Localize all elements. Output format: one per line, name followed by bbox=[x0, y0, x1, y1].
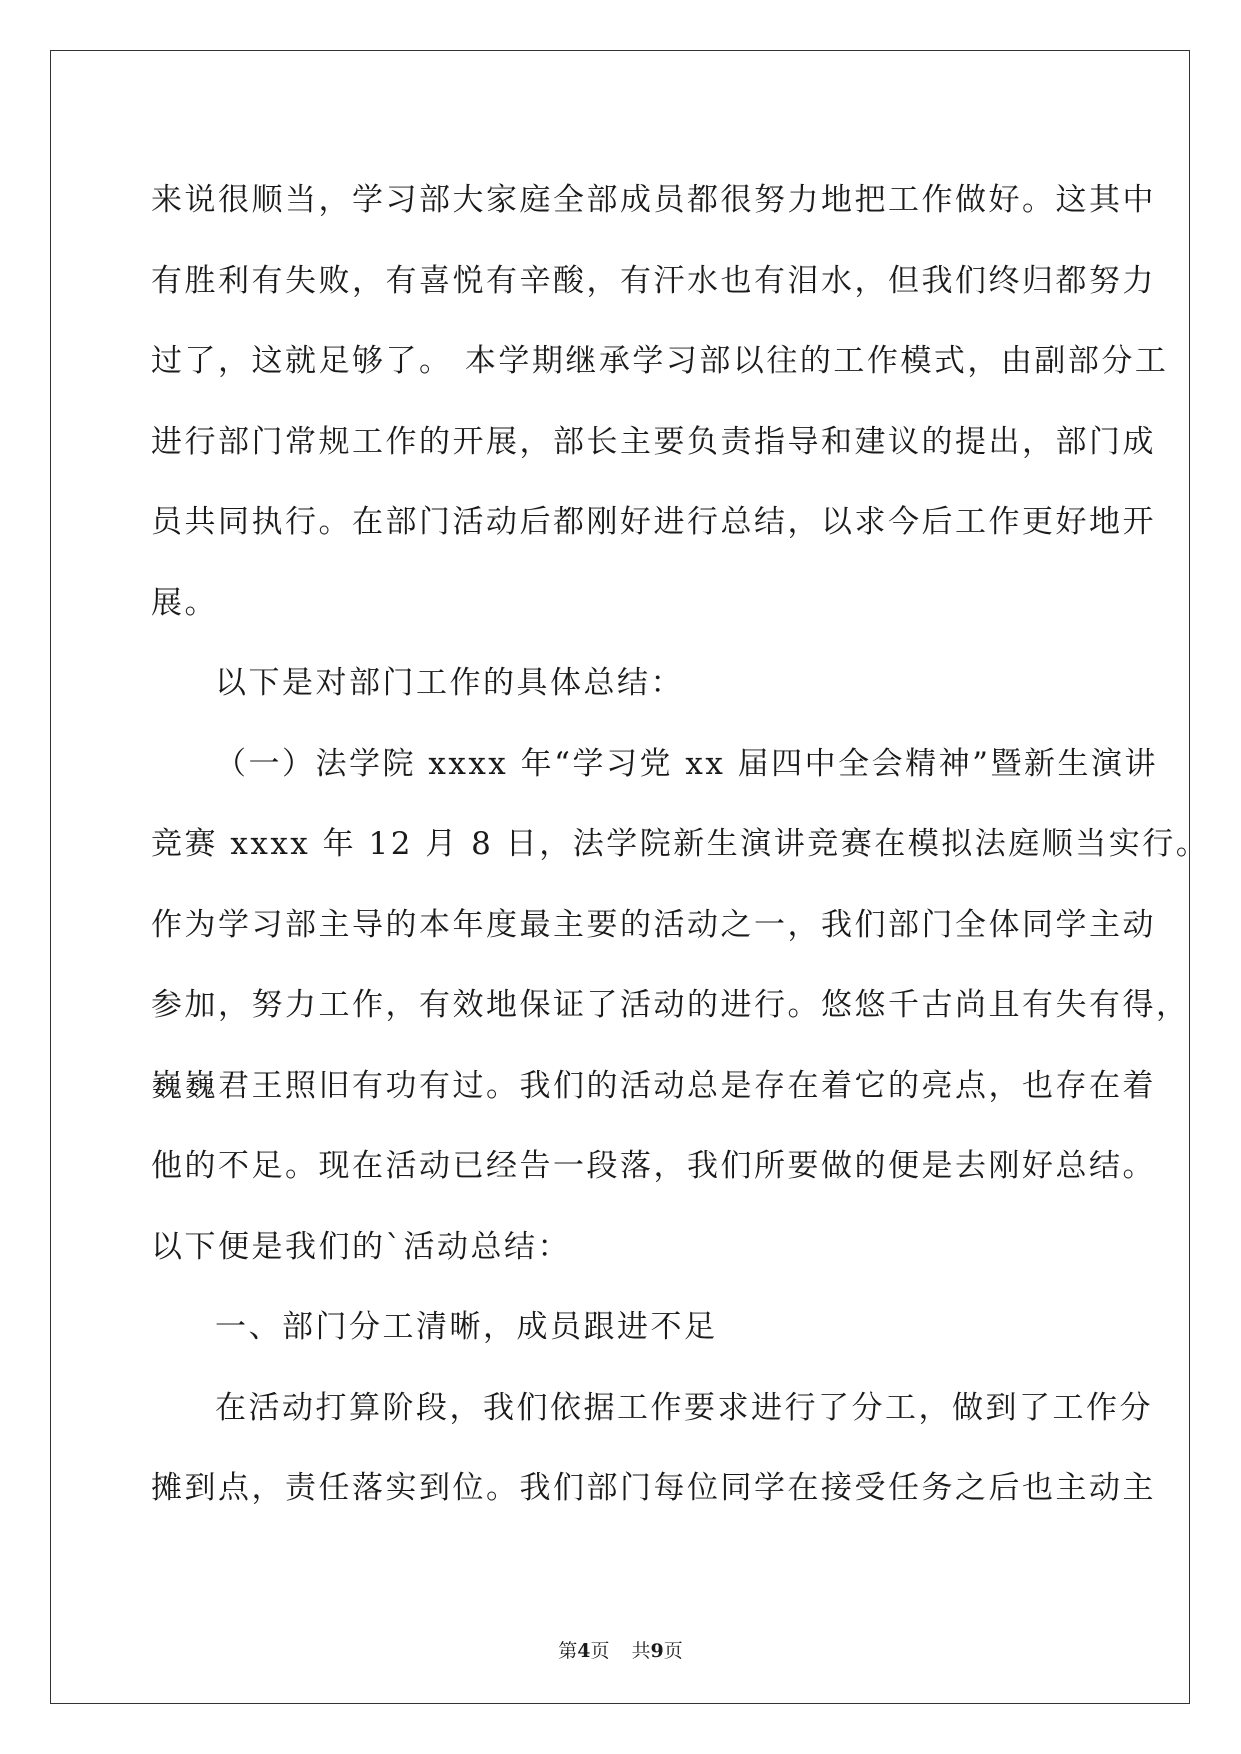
footer-page-word: 页 bbox=[590, 1640, 610, 1662]
text-line: 展。 bbox=[151, 584, 218, 621]
subsection-heading: 一、部门分工清晰，成员跟进不足 bbox=[215, 1309, 718, 1345]
section-heading: （一）法学院 xxxx 年“学习党 xx 届四中全会精神”暨新生演讲 bbox=[215, 745, 1159, 782]
text-line: 竞赛 xxxx 年 12 月 8 日，法学院新生演讲竞赛在模拟法庭顺当实行。 bbox=[151, 826, 1210, 862]
current-page-number: 4 bbox=[577, 1640, 591, 1662]
text-line: 有胜利有失败，有喜悦有辛酸，有汗水也有泪水，但我们终归都努力 bbox=[151, 262, 1156, 299]
footer-total-prefix: 共 bbox=[631, 1640, 651, 1662]
text-line: 进行部门常规工作的开展，部长主要负责指导和建议的提出，部门成 bbox=[151, 423, 1156, 460]
footer-total-suffix: 页 bbox=[663, 1640, 683, 1662]
text-line: 巍巍君王照旧有功有过。我们的活动总是存在着它的亮点，也存在着 bbox=[151, 1067, 1156, 1104]
text-line: 员共同执行。在部门活动后都刚好进行总结，以求今后工作更好地开 bbox=[151, 504, 1156, 540]
text-line: 他的不足。现在活动已经告一段落，我们所要做的便是去刚好总结。 bbox=[151, 1148, 1156, 1184]
text-line: 参加，努力工作，有效地保证了活动的进行。悠悠千古尚且有失有得， bbox=[151, 987, 1190, 1023]
text-line: 来说很顺当，学习部大家庭全部成员都很努力地把工作做好。这其中 bbox=[151, 182, 1156, 218]
text-line: 作为学习部主导的本年度最主要的活动之一，我们部门全体同学主动 bbox=[151, 906, 1156, 943]
page-footer bbox=[0, 1636, 1241, 1663]
text-line: 摊到点，责任落实到位。我们部门每位同学在接受任务之后也主动主 bbox=[151, 1470, 1156, 1506]
text-line: 以下是对部门工作的具体总结： bbox=[215, 665, 684, 701]
document-body bbox=[151, 160, 1210, 1529]
footer-prefix: 第 bbox=[558, 1640, 578, 1662]
total-pages-number: 9 bbox=[650, 1640, 664, 1662]
text-line: 过了，这就足够了。 本学期继承学习部以往的工作模式，由副部分工 bbox=[151, 343, 1169, 379]
text-line: 以下便是我们的`活动总结： bbox=[151, 1228, 571, 1265]
text-line: 在活动打算阶段，我们依据工作要求进行了分工，做到了工作分 bbox=[215, 1389, 1153, 1426]
